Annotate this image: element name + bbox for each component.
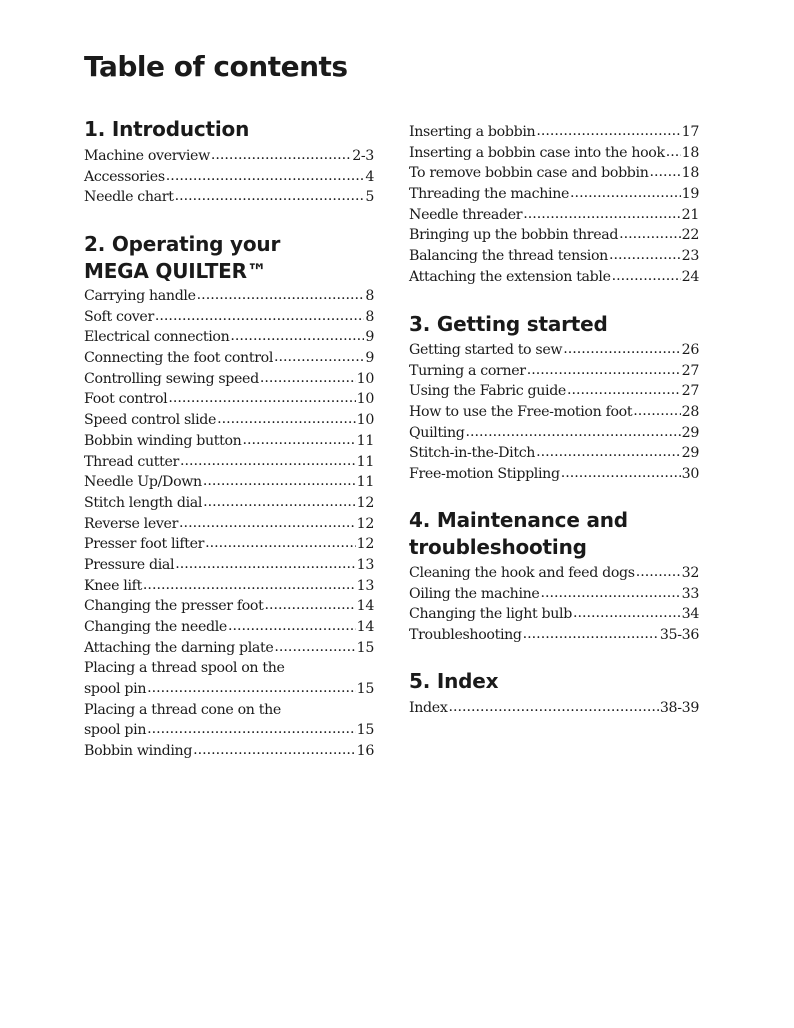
- section-heading-getting-started: [409, 311, 608, 338]
- toc-entry-page: 12: [356, 494, 374, 511]
- toc-entry[interactable]: [84, 431, 374, 452]
- dot-leader: [563, 339, 680, 360]
- toc-entry-page: 30: [681, 466, 699, 483]
- toc-entry-page: 9: [365, 329, 374, 346]
- dot-leader: [523, 624, 659, 645]
- dot-leader: [242, 430, 355, 451]
- toc-entry-label: Needle Up/Down: [84, 474, 202, 491]
- toc-entry[interactable]: [409, 361, 699, 382]
- toc-entry-label: Placing a thread cone on the: [84, 701, 281, 718]
- toc-entry-page: 38-39: [659, 700, 699, 716]
- dot-leader: [166, 166, 365, 187]
- toc-entry[interactable]: [84, 658, 374, 699]
- toc-entry-label: Needle chart: [84, 189, 174, 206]
- dot-leader: [203, 492, 356, 513]
- toc-entry-page: 17: [681, 124, 699, 140]
- toc-entry-page: 14: [356, 598, 374, 615]
- toc-entry-page: 13: [356, 556, 374, 573]
- section-heading-operating: [84, 231, 280, 285]
- toc-entry-label: Oiling the machine: [409, 585, 540, 602]
- toc-entry[interactable]: [84, 452, 374, 473]
- toc-entry-label: Electrical connection: [84, 329, 230, 346]
- toc-entry-page: 2-3: [352, 148, 374, 164]
- toc-entry-label: Getting started to sew: [409, 342, 563, 358]
- toc-entry[interactable]: [409, 604, 699, 625]
- toc-entry-label: Foot control: [84, 391, 168, 408]
- toc-entry-page: 13: [356, 577, 374, 594]
- toc-entry-label: Troubleshooting: [409, 627, 522, 644]
- toc-entry-label: Stitch-in-the-Ditch: [409, 445, 536, 462]
- toc-entry[interactable]: [409, 381, 699, 402]
- toc-entry-page: 32: [681, 565, 699, 581]
- dot-leader: [180, 451, 356, 472]
- toc-entry-label: Changing the presser foot: [84, 598, 264, 615]
- toc-entry-page: 5: [365, 189, 374, 206]
- dot-leader: [609, 245, 681, 266]
- toc-entry-label: Index: [409, 700, 448, 716]
- dot-leader: [573, 603, 681, 624]
- section-heading-line: MEGA QUILTER™: [84, 259, 267, 283]
- dot-leader: [666, 142, 681, 163]
- toc-entry[interactable]: [409, 205, 699, 226]
- section-entries-operating: [84, 286, 374, 762]
- dot-leader: [650, 162, 681, 183]
- toc-entry-page: 27: [681, 383, 699, 400]
- toc-entry-label: Bringing up the bobbin thread: [409, 227, 619, 244]
- toc-entry[interactable]: [84, 514, 374, 535]
- toc-entry-page: 33: [681, 585, 699, 602]
- toc-entry[interactable]: [409, 402, 699, 423]
- toc-entry[interactable]: [409, 563, 699, 584]
- section-heading-line: 3. Getting started: [409, 312, 608, 336]
- toc-entry-page: 34: [681, 606, 699, 623]
- section-heading-index: [409, 668, 498, 695]
- section-entries-introduction: [84, 146, 374, 208]
- toc-entry-page: 28: [681, 404, 699, 421]
- toc-entry[interactable]: [84, 369, 374, 390]
- dot-leader: [466, 422, 681, 443]
- toc-entry[interactable]: [409, 122, 699, 143]
- toc-entry-label: Soft cover: [84, 308, 154, 325]
- toc-entry-label: Pressure dial: [84, 556, 175, 573]
- toc-entry[interactable]: [409, 698, 699, 719]
- dot-leader: [448, 697, 658, 718]
- toc-entry-label: Changing the light bulb: [409, 606, 572, 623]
- toc-entry-page: 18: [681, 144, 699, 161]
- toc-entry-label: Bobbin winding: [84, 743, 193, 760]
- toc-entry[interactable]: [84, 146, 374, 167]
- toc-entry-page: 21: [681, 206, 699, 223]
- section-heading-line: 4. Maintenance and: [409, 508, 628, 532]
- toc-entry[interactable]: [409, 443, 699, 464]
- toc-entry-page: 4: [365, 168, 374, 185]
- toc-entry-page: 26: [681, 342, 699, 358]
- section-entries-operating-continued: [409, 122, 699, 288]
- toc-entry-label: Turning a corner: [409, 362, 526, 379]
- toc-entry[interactable]: [84, 472, 374, 493]
- toc-entry[interactable]: [409, 464, 699, 485]
- toc-entry-page: 16: [356, 743, 374, 760]
- dot-leader: [540, 583, 680, 604]
- toc-entry-page: 29: [681, 424, 699, 441]
- dot-leader: [193, 740, 356, 761]
- toc-entry-label: Accessories: [84, 168, 165, 185]
- toc-entry-page: 10: [356, 370, 374, 387]
- toc-entry[interactable]: [84, 389, 374, 410]
- toc-entry-page: 10: [356, 412, 374, 429]
- toc-entry-label: Connecting the foot control: [84, 350, 274, 367]
- toc-entry-page: 9: [365, 350, 374, 367]
- dot-leader: [147, 719, 356, 740]
- toc-entry-page: 15: [356, 722, 374, 739]
- dot-leader: [612, 266, 681, 287]
- dot-leader: [203, 471, 356, 492]
- toc-entry-label: How to use the Free-motion foot: [409, 404, 633, 421]
- toc-entry-label: Changing the needle: [84, 619, 227, 635]
- dot-leader: [205, 533, 356, 554]
- toc-entry[interactable]: [409, 625, 699, 646]
- dot-leader: [179, 513, 356, 534]
- toc-entry-label: Attaching the darning plate: [84, 639, 274, 656]
- toc-entry[interactable]: [409, 163, 699, 184]
- dot-leader: [536, 442, 681, 463]
- dot-leader: [567, 380, 681, 401]
- section-heading-maintenance: [409, 507, 628, 561]
- dot-leader: [217, 409, 356, 430]
- dot-leader: [561, 463, 681, 484]
- dot-leader: [228, 616, 356, 637]
- toc-entry-label: Controlling sewing speed: [84, 370, 259, 387]
- toc-entry[interactable]: [84, 741, 374, 762]
- dot-leader: [168, 388, 355, 409]
- toc-entry[interactable]: [84, 286, 374, 307]
- toc-entry[interactable]: [409, 267, 699, 288]
- dot-leader: [211, 145, 351, 166]
- toc-entry-page: 27: [681, 362, 699, 379]
- toc-entry-label: Balancing the thread tension: [409, 248, 608, 265]
- toc-entry-page: 12: [356, 515, 374, 532]
- toc-entry-page: 10: [356, 391, 374, 408]
- section-heading-introduction: [84, 116, 249, 143]
- toc-entry-label: Stitch length dial: [84, 494, 203, 511]
- toc-entry-label: Machine overview: [84, 148, 210, 164]
- dot-leader: [527, 360, 681, 381]
- toc-entry[interactable]: [409, 184, 699, 205]
- toc-entry-page: 18: [681, 165, 699, 182]
- toc-entry-label: Attaching the extension table: [409, 268, 611, 285]
- dot-leader: [264, 595, 355, 616]
- section-entries-maintenance: [409, 563, 699, 646]
- toc-entry-label: To remove bobbin case and bobbin: [409, 165, 649, 182]
- toc-entry[interactable]: [409, 340, 699, 361]
- toc-entry-page: 11: [356, 474, 374, 491]
- toc-entry-page: 12: [356, 536, 374, 553]
- toc-entry[interactable]: [409, 225, 699, 246]
- toc-entry[interactable]: [84, 617, 374, 638]
- dot-leader: [570, 183, 681, 204]
- dot-leader: [155, 306, 364, 327]
- section-heading-line: 5. Index: [409, 669, 499, 693]
- dot-leader: [536, 121, 680, 142]
- toc-entry[interactable]: [409, 423, 699, 444]
- dot-leader: [143, 575, 356, 596]
- toc-entry-label: Inserting a bobbin: [409, 124, 536, 140]
- toc-entry-label-continued: spool pin: [84, 681, 147, 698]
- toc-entry-label: Thread cutter: [84, 453, 179, 470]
- toc-entry[interactable]: [84, 534, 374, 555]
- toc-entry-label: Using the Fabric guide: [409, 383, 566, 400]
- toc-entry[interactable]: [409, 143, 699, 164]
- toc-entry[interactable]: [84, 596, 374, 617]
- toc-entry-page: 11: [356, 453, 374, 470]
- section-heading-line: 1. Introduction: [84, 117, 250, 141]
- dot-leader: [175, 186, 365, 207]
- toc-entry[interactable]: [84, 555, 374, 576]
- dot-leader: [147, 678, 356, 699]
- toc-entry[interactable]: [84, 700, 374, 741]
- toc-entry-label: Threading the machine: [409, 186, 570, 203]
- toc-entry-page: 19: [681, 186, 699, 203]
- toc-entry-page: 14: [356, 619, 374, 635]
- toc-entry-label: Carrying handle: [84, 288, 196, 304]
- toc-entry[interactable]: [84, 307, 374, 328]
- toc-entry-label: Quilting: [409, 424, 465, 441]
- section-heading-line: 2. Operating your: [84, 232, 281, 256]
- toc-entry[interactable]: [84, 348, 374, 369]
- toc-entry[interactable]: [84, 167, 374, 188]
- page-title: Table of contents: [84, 50, 348, 83]
- dot-leader: [175, 554, 355, 575]
- toc-entry-label: Knee lift: [84, 577, 142, 594]
- toc-entry-page: 35-36: [659, 627, 699, 644]
- toc-entry-page: 22: [681, 227, 699, 244]
- toc-entry[interactable]: [84, 187, 374, 208]
- toc-entry-page: 8: [365, 288, 374, 304]
- dot-leader: [636, 562, 681, 583]
- dot-leader: [274, 347, 364, 368]
- toc-entry-label: Cleaning the hook and feed dogs: [409, 565, 635, 581]
- dot-leader: [523, 204, 680, 225]
- dot-leader: [633, 401, 680, 422]
- section-heading-line: troubleshooting: [409, 535, 587, 559]
- toc-entry-label: Inserting a bobbin case into the hook: [409, 144, 665, 161]
- toc-entry-page: 24: [681, 268, 699, 285]
- toc-entry-label: Placing a thread spool on the: [84, 660, 285, 677]
- toc-entry-label: Speed control slide: [84, 412, 217, 429]
- toc-entry[interactable]: [409, 246, 699, 267]
- toc-entry-label: Reverse lever: [84, 515, 179, 532]
- section-entries-getting-started: [409, 340, 699, 485]
- dot-leader: [230, 326, 364, 347]
- dot-leader: [619, 224, 681, 245]
- dot-leader: [260, 368, 356, 389]
- toc-entry[interactable]: [84, 638, 374, 659]
- toc-entry-page: 15: [356, 639, 374, 656]
- toc-entry[interactable]: [409, 584, 699, 605]
- toc-entry-label: Free-motion Stippling: [409, 466, 560, 483]
- toc-entry-page: 23: [681, 248, 699, 265]
- toc-entry[interactable]: [84, 410, 374, 431]
- toc-entry-label: Bobbin winding button: [84, 432, 242, 449]
- section-entries-index: [409, 698, 699, 719]
- toc-entry[interactable]: [84, 327, 374, 348]
- dot-leader: [197, 285, 365, 306]
- toc-entry-page: 15: [356, 681, 374, 698]
- toc-entry-page: 29: [681, 445, 699, 462]
- toc-entry[interactable]: [84, 576, 374, 597]
- toc-entry-label: Needle threader: [409, 206, 523, 223]
- toc-entry-page: 11: [356, 432, 374, 449]
- dot-leader: [274, 637, 355, 658]
- toc-entry-page: 8: [365, 308, 374, 325]
- toc-entry-label-continued: spool pin: [84, 722, 147, 739]
- toc-entry-label: Presser foot lifter: [84, 536, 205, 553]
- toc-entry[interactable]: [84, 493, 374, 514]
